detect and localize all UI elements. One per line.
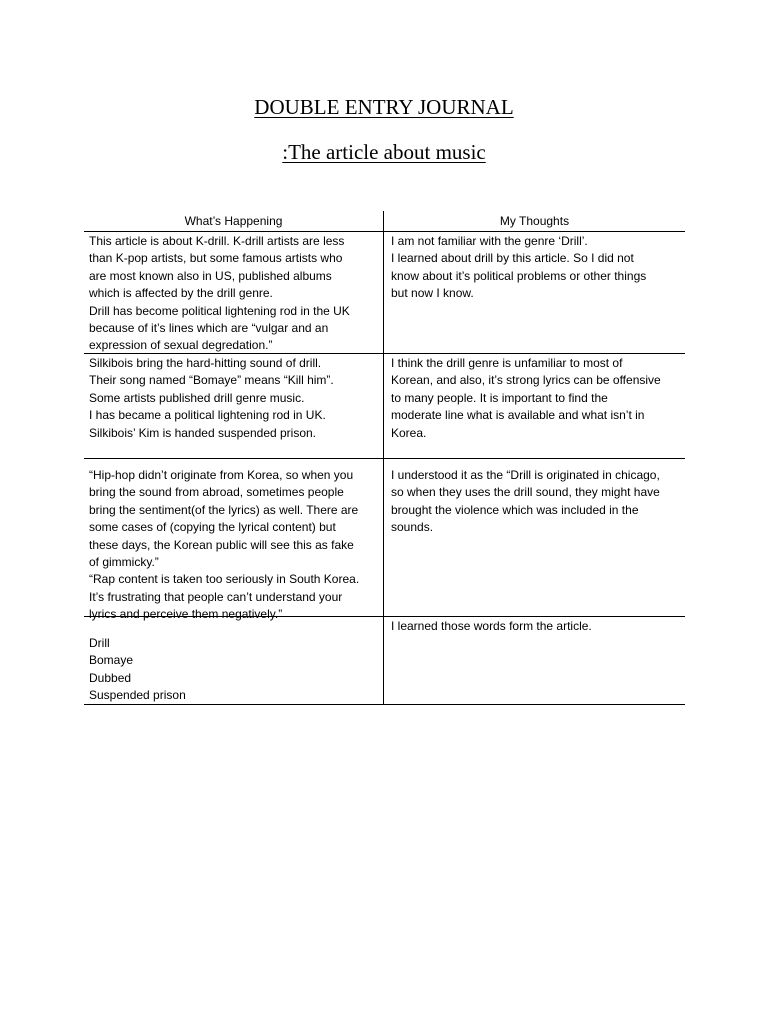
text-line: Silkibois bring the hard-hitting sound of drill. — [89, 356, 322, 370]
text-line: are most known also in US, published albums — [89, 268, 332, 283]
text-line: because of it’s lines which are “vulgar and an — [89, 321, 329, 336]
text-line: Suspended prison — [89, 688, 186, 703]
text-line: It’s frustrating that people can’t understand your — [89, 589, 343, 604]
text-line: Drill has become political lightening rod in the UK — [89, 303, 350, 318]
text-line: sounds. — [391, 520, 434, 535]
table-row — [84, 459, 685, 622]
text-line: Dubbed — [89, 670, 132, 685]
my-thoughts-cell — [384, 232, 685, 353]
text-line: than K-pop artists, but some famous artists who — [89, 251, 343, 266]
text-line: Some artists published drill genre music. — [89, 390, 305, 405]
header-my-thoughts: My Thoughts — [499, 214, 570, 228]
text-line: Bomaye — [89, 653, 134, 668]
header-whats-happening: What’s Happening — [84, 211, 384, 231]
whats-happening-cell — [84, 459, 384, 622]
text-line: Korea. — [391, 425, 427, 440]
text-line: lyrics and perceive them negatively.” — [89, 607, 283, 622]
page-title: DOUBLE ENTRY JOURNAL — [254, 95, 514, 119]
text-line: moderate line what is available and what isn’t in — [391, 408, 645, 423]
text-line: I think the drill genre is unfamiliar to most of — [391, 356, 623, 370]
text-line: This article is about K-drill. K-drill artists are less — [89, 234, 345, 248]
text-line: “Rap content is taken too seriously in South Korea. — [89, 572, 360, 587]
my-thoughts-cell — [384, 459, 685, 616]
text-line: I am not familiar with the genre ‘Drill’. — [391, 234, 588, 248]
text-line: expression of sexual degredation.” — [89, 338, 273, 353]
table-row — [84, 617, 685, 705]
my-thoughts-cell — [384, 354, 685, 458]
text-line: Silkibois’ Kim is handed suspended prison. — [89, 425, 317, 440]
text-line: “Hip-hop didn’t originate from Korea, so when you — [89, 468, 354, 482]
text-line: to many people. It is important to find the — [391, 390, 608, 405]
text-line: Their song named “Bomaye” means “Kill him”. — [89, 373, 334, 388]
text-line: bring the sound from abroad, sometimes people — [89, 485, 344, 500]
text-line: brought the violence which was included in the — [391, 502, 639, 517]
text-line: bring the sentiment(of the lyrics) as well. There are — [89, 502, 359, 517]
text-line: Drill — [89, 636, 110, 650]
text-line: I learned those words form the article. — [391, 619, 592, 633]
text-line: I has became a political lightening rod in UK. — [89, 408, 326, 423]
page-subtitle: :The article about music — [282, 140, 486, 164]
text-line: which is affected by the drill genre. — [89, 286, 273, 301]
double-entry-table — [84, 211, 685, 705]
table-row — [84, 354, 685, 459]
text-line: I understood it as the “Drill is originated in chicago, — [391, 468, 660, 482]
text-line: but now I know. — [391, 286, 474, 301]
whats-happening-cell — [84, 617, 384, 704]
text-line: I learned about drill by this article. So I did not — [391, 251, 634, 266]
text-line: of gimmicky.” — [89, 555, 159, 570]
text-line: these days, the Korean public will see this as fake — [89, 537, 354, 552]
my-thoughts-cell — [384, 617, 685, 704]
table-row — [84, 232, 685, 354]
text-line: so when they uses the drill sound, they might have — [391, 485, 660, 500]
text-line: know about it’s political problems or other things — [391, 268, 647, 283]
table-header — [84, 211, 685, 232]
text-line: Korean, and also, it’s strong lyrics can be offensive — [391, 373, 661, 388]
text-line: some cases of (copying the lyrical content) but — [89, 520, 336, 535]
whats-happening-cell — [84, 232, 384, 353]
whats-happening-cell — [84, 354, 384, 458]
